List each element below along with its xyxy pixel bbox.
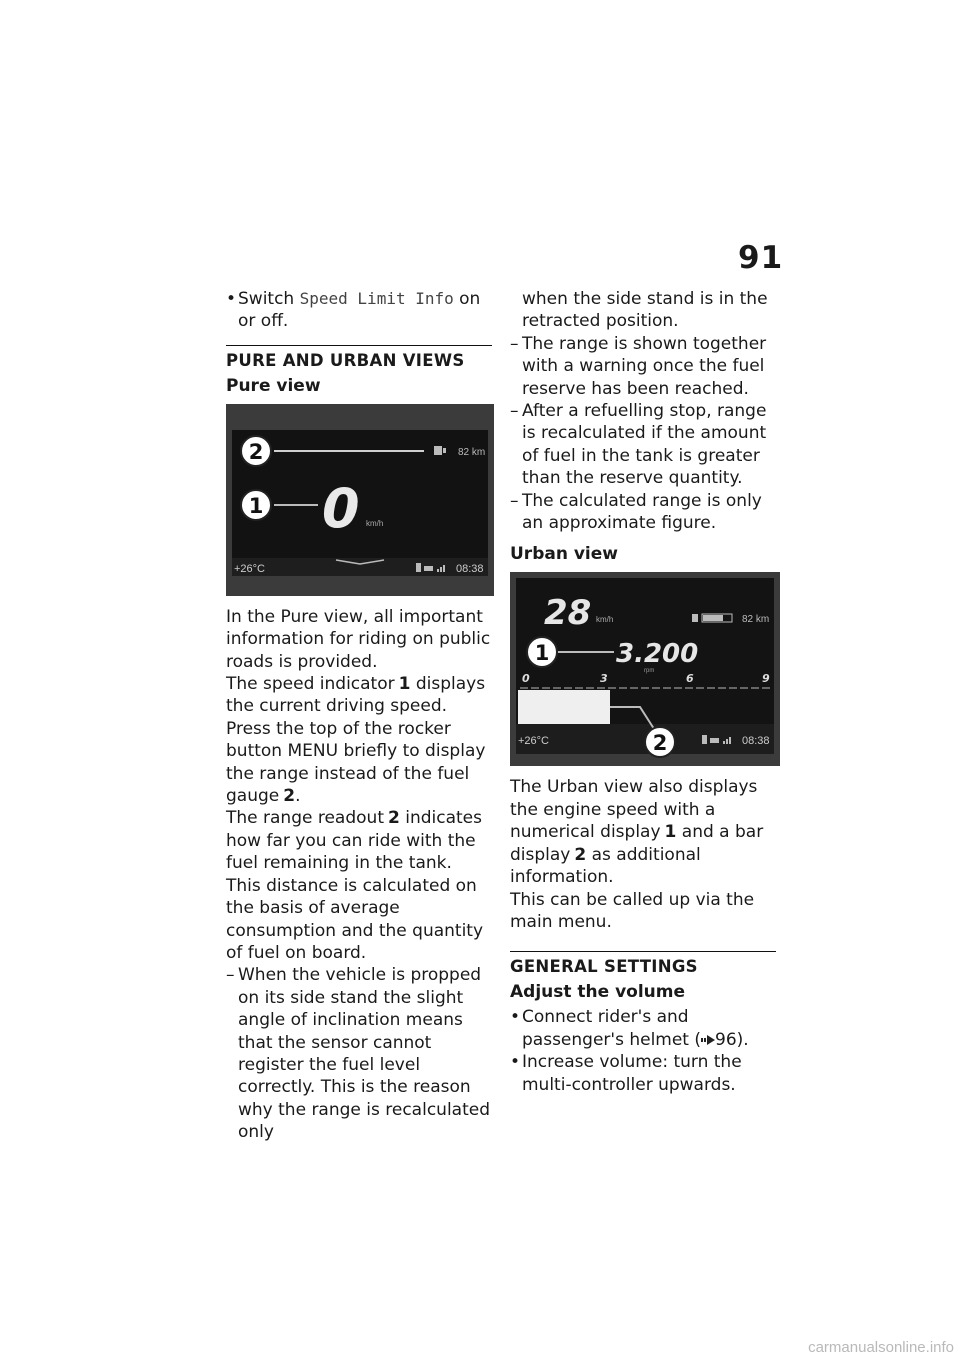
ref-2: 2 [574, 844, 587, 865]
section-heading-views: PURE AND URBAN VIEWS [226, 345, 492, 370]
page-number: 91 [738, 240, 784, 276]
pure-speed-unit: km/h [366, 518, 384, 528]
dash-item-sidestand: – When the vehicle is propped on its side stand the slight angle of inclination means that the sensor cannot register the fuel level correctly. This is the reason why the range is recalculated only [226, 964, 492, 1143]
dash-item-refuel: – After a refuelling stop, range is recalculated if the amount of fuel in the tank is greater than the reserve quantity. [510, 400, 776, 490]
pure-clock: 08:38 [456, 562, 484, 575]
ref-1: 1 [664, 822, 677, 843]
svg-text:1: 1 [248, 493, 264, 518]
pure-para-1: In the Pure view, all important information for riding on public roads is provided. [226, 606, 491, 672]
urban-view-figure [510, 572, 780, 766]
bullet-connect-helmet: • Connect rider's and passenger's helmet ( 96). [510, 1006, 776, 1051]
scale-9: 9 [762, 672, 770, 686]
callout-1 [527, 637, 557, 667]
bullet-increase-volume: • Increase volume: turn the multi-controller upwards. [510, 1051, 776, 1096]
callout-2 [645, 727, 675, 757]
urban-speed: 28 [544, 593, 592, 634]
pure-para-4: The range readout 2 indicates how far you can ride with the fuel remaining in the tank. This distance is calculated on the basis of average consumption and the quantity of fuel on board. [226, 808, 484, 963]
urban-para-1: The Urban view also displays the engine speed with a numerical display 1 and a bar display 2 as additional information. [510, 777, 764, 888]
urban-clock: 08:38 [742, 735, 770, 748]
watermark: carmanualsonline.info [808, 1339, 954, 1356]
battery-icon [710, 738, 719, 743]
dash-item-approx: – The calculated range is only an approximate figure. [510, 490, 776, 535]
switch-prefix: Switch [238, 289, 295, 309]
urban-speed-unit: km/h [596, 615, 614, 625]
switch-bullet [226, 288, 492, 333]
svg-text:2: 2 [652, 731, 668, 756]
pure-para-3: Press the top of the rocker button MENU briefly to display the range instead of the fuel gauge 2. [226, 718, 486, 807]
switch-suffix: on or off. [238, 289, 481, 332]
volume-title: Adjust the volume [510, 982, 686, 1003]
pure-range: 82 km [458, 446, 486, 458]
pure-speed: 0 [322, 476, 360, 540]
ref-1: 1 [398, 674, 411, 695]
page-ref-link[interactable]: 96 [715, 1029, 737, 1050]
pure-view-figure [226, 404, 494, 596]
pure-para-2: The speed indicator 1 displays the current driving speed. [226, 674, 486, 717]
svg-text:1: 1 [534, 641, 550, 666]
battery-icon [424, 566, 433, 571]
callout-1 [241, 490, 271, 520]
scale-6: 6 [686, 672, 694, 686]
section-heading-general: GENERAL SETTINGS [510, 951, 776, 976]
callout-2 [241, 436, 271, 466]
urban-view-title: Urban view [510, 544, 618, 565]
ref-2b: 2 [387, 808, 400, 829]
rpm-bar [518, 690, 610, 724]
pure-temperature: +26°C [234, 562, 266, 575]
phone-icon [416, 563, 421, 572]
switch-code: Speed Limit Info [299, 289, 454, 308]
urban-temperature: +26°C [518, 735, 550, 748]
urban-rpm: 3.200 [616, 639, 699, 670]
dash-item-sidestand-cont: when the side stand is in the retracted position. [522, 289, 768, 332]
dash-item-reserve: – The range is shown together with a warning once the fuel reserve has been reached. [510, 333, 776, 400]
ref-2: 2 [283, 786, 296, 807]
scale-3: 3 [600, 672, 608, 686]
urban-rpm-unit: rpm [644, 668, 655, 675]
phone-icon [702, 735, 707, 744]
right-column [510, 288, 776, 1096]
urban-range: 82 km [742, 614, 770, 626]
urban-para-2: This can be called up via the main menu. [510, 889, 755, 932]
page-ref-arrow-icon [701, 1035, 715, 1045]
left-column [226, 288, 492, 1144]
scale-0: 0 [522, 672, 530, 686]
svg-text:2: 2 [248, 439, 264, 464]
pure-view-title: Pure view [226, 375, 321, 396]
